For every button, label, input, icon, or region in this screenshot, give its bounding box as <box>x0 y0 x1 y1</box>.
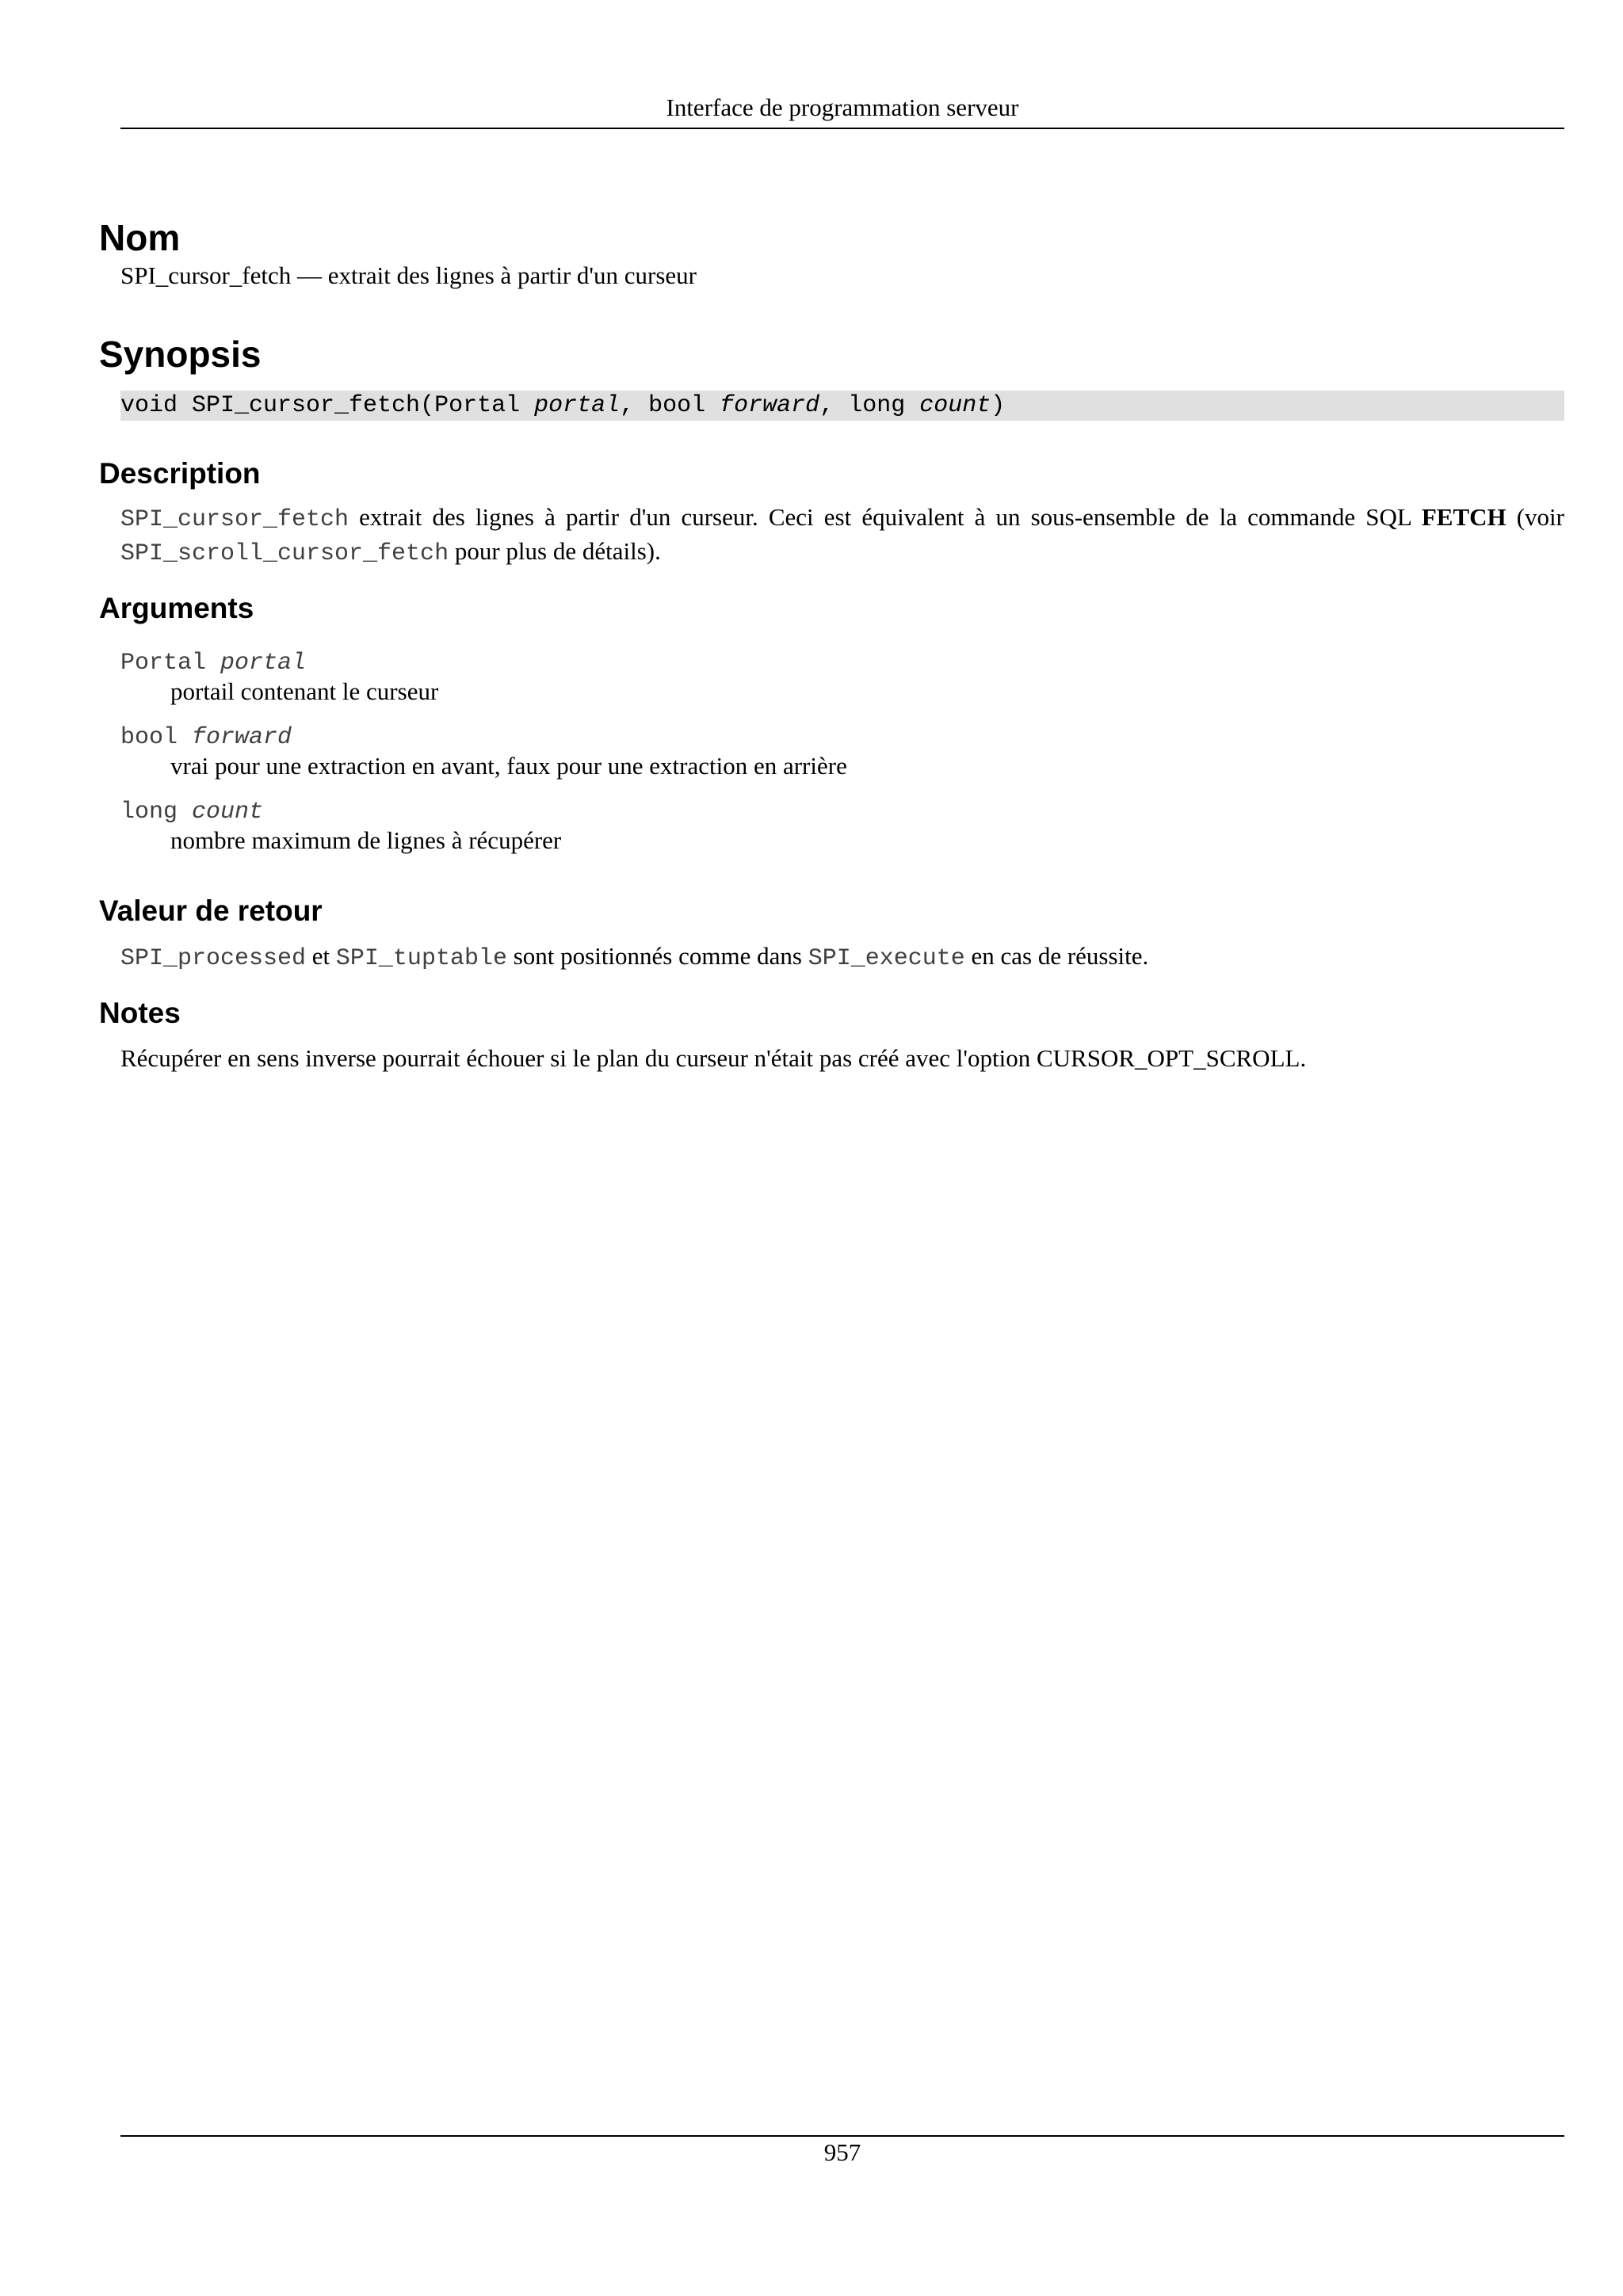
nom-heading: Nom <box>99 217 181 258</box>
synopsis-param-forward: forward <box>720 392 820 419</box>
synopsis-code <box>120 391 1564 421</box>
description-heading: Description <box>99 457 261 490</box>
page-number: 957 <box>823 2138 861 2166</box>
synopsis-sep-1: , bool <box>620 392 720 419</box>
synopsis-param-count: count <box>919 392 991 419</box>
return-code-spi-tuptable: SPI_tuptable <box>335 945 507 972</box>
synopsis-param-portal: portal <box>534 392 621 419</box>
argument-name: portal <box>220 650 307 677</box>
synopsis-heading: Synopsis <box>99 334 262 375</box>
argument-type: bool <box>120 724 193 751</box>
notes-heading: Notes <box>99 997 181 1029</box>
argument-type: Portal <box>120 650 221 677</box>
nom-text: SPI_cursor_fetch — extrait des lignes à partir d'un curseur <box>120 261 697 289</box>
return-text-1: et <box>306 942 336 970</box>
arguments-heading: Arguments <box>99 592 254 624</box>
description-code-spi-scroll-cursor-fetch: SPI_scroll_cursor_fetch <box>120 540 449 567</box>
description-command-fetch: FETCH <box>1421 503 1507 531</box>
valeur-de-retour-heading: Valeur de retour <box>99 894 323 927</box>
argument-type: long <box>120 799 193 826</box>
argument-name: forward <box>192 724 292 751</box>
return-text-2: sont positionnés comme dans <box>506 942 808 970</box>
return-text-3: en cas de réussite. <box>964 942 1149 970</box>
return-code-spi-execute: SPI_execute <box>808 945 965 972</box>
description-text <box>120 502 1564 570</box>
valeur-de-retour-text <box>120 940 1564 974</box>
argument-term-count <box>120 798 1564 826</box>
description-text-2: (voir <box>1506 503 1564 531</box>
header-rule <box>120 128 1564 129</box>
synopsis-sep-2: , long <box>819 392 920 419</box>
argument-desc-portal: portail contenant le curseur <box>170 677 439 705</box>
running-header: Interface de programmation serveur <box>666 93 1019 121</box>
arguments-list <box>99 649 1564 855</box>
argument-name: count <box>192 799 264 826</box>
description-text-3: pour plus de détails). <box>449 537 661 565</box>
return-code-spi-processed: SPI_processed <box>120 945 307 972</box>
argument-desc-forward: vrai pour une extraction en avant, faux pour une extraction en arrière <box>170 752 847 780</box>
argument-term-portal <box>120 649 1564 677</box>
synopsis-code-prefix: void SPI_cursor_fetch(Portal <box>120 392 535 419</box>
description-code-spi-cursor-fetch: SPI_cursor_fetch <box>120 506 349 533</box>
argument-term-forward <box>120 723 1564 752</box>
synopsis-code-suffix: ) <box>991 392 1006 419</box>
description-text-1: extrait des lignes à partir d'un curseur. Ceci est équivalent à un sous-ensemble de la commande SQL <box>349 503 1422 531</box>
argument-desc-count: nombre maximum de lignes à récupérer <box>170 826 562 854</box>
page-content <box>99 215 1564 1074</box>
notes-text: Récupérer en sens inverse pourrait échouer si le plan du curseur n'était pas créé avec l'option CURSOR_OPT_SCROLL. <box>120 1044 1307 1072</box>
